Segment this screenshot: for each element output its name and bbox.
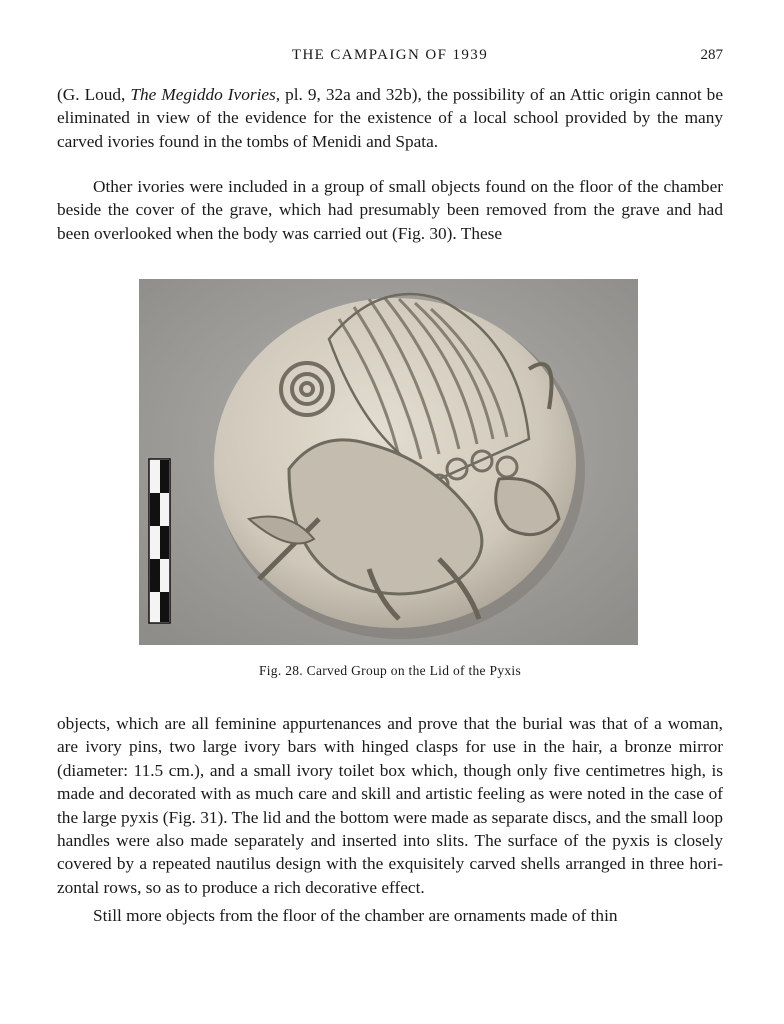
paragraph-1-after: , pl. 9, 32a and 32b), the possibility of an Attic origin cannot be eliminated in view of the evidence for the existence of a local school provided by the many carved ivories found in the tombs of Menidi and Spata. [57, 85, 723, 151]
paragraph-3: objects, which are all feminine appurtenances and prove that the burial was that of a woman, are ivory pins, two large ivory bars with hinged clasps for use in the hair, a bronze mirror (diameter: 11.5 cm.), and a small ivory toilet box which, though only five centimetres high, is made and decorated with as much care and skill and artistic feeling as were noted in the case of the large pyxis (Fig. 31). The lid and the bottom were made as separate discs, and the small loop handles were also made separately and inserted into slits. The surface of the pyxis is closely covered by a repeated nautilus design with the exquisitely carved shells arranged in three horizontal rows, so as to produce a rich decorative effect. [57, 714, 723, 897]
paragraph-1 [57, 83, 723, 153]
paragraph-4: Still more objects from the floor of the chamber are ornaments made of thin [93, 906, 618, 925]
running-head [57, 47, 723, 69]
scale-bar-segment-3 [160, 526, 169, 559]
scale-bar-segment-5 [160, 592, 169, 622]
figure-photo [139, 279, 638, 645]
paragraph-2: Other ivories were included in a group of small objects found on the floor of the chamber beside the cover of the grave, which had presumably been removed from the grave and had been overlooked when the body was carried out (Fig. 30). These [57, 177, 723, 243]
page-number: 287 [700, 47, 723, 63]
book-title: The Megiddo Ivories [130, 85, 276, 104]
figure-caption: Fig. 28. Carved Group on the Lid of the Pyxis [258, 663, 522, 678]
scale-bar-segment-4 [150, 559, 160, 592]
scale-bar-segment-2 [150, 493, 160, 526]
ivory-lid-photo [139, 279, 638, 645]
scale-bar-segment-1 [160, 460, 169, 493]
running-title: THE CAMPAIGN OF 1939 [291, 47, 489, 63]
scale-bar [149, 459, 170, 623]
paragraph-1-before: (G. Loud, [57, 85, 131, 104]
